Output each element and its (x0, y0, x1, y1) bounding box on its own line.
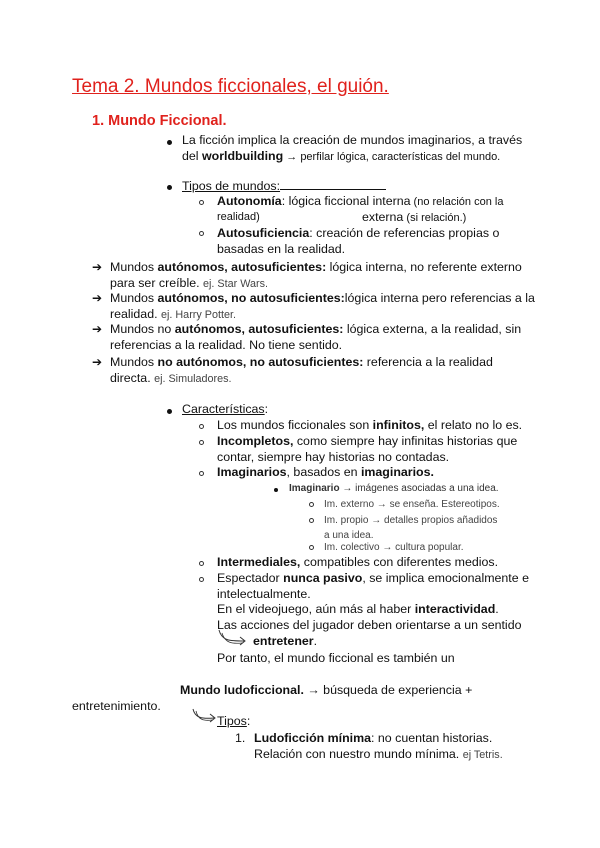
externa-line: externa (si relación.) (362, 210, 467, 224)
arrow-item-4: Mundos no autónomos, no autosuficientes: referencia a la realidad (110, 355, 493, 369)
arrow-item-4-l2: directa. ej. Simuladores. (110, 371, 232, 385)
circle-bullet (199, 440, 204, 445)
ludo-num-1: 1. (235, 731, 246, 745)
circle-bullet (309, 502, 314, 507)
arrow-item-3: Mundos no autónomos, autosuficientes: lógica externa, a la realidad, sin (110, 322, 522, 336)
arrow-icon: ➔ (92, 291, 103, 305)
ludo-line2: entretenimiento. (72, 699, 161, 713)
autonomia-line: Autonomía: lógica ficcional interna (no relación con la (217, 194, 504, 208)
caract-item-3: Imaginarios, basados en imaginarios. (217, 465, 434, 479)
circle-bullet (199, 561, 204, 566)
page-title: Tema 2. Mundos ficcionales, el guión. (72, 76, 389, 97)
caract-item-5: Espectador nunca pasivo, se implica emocionalmente e (217, 571, 529, 585)
sub-item-1: Im. externo → se enseña. Estereotipos. (324, 499, 500, 510)
ludo-tipos: Tipos: (217, 714, 251, 728)
circle-bullet (199, 577, 204, 582)
caract-item-2-l2: contar, siempre hay historias no contadas. (217, 450, 450, 464)
bullet-dot (167, 140, 172, 145)
arrow-item-2-l2: realidad. ej. Harry Potter. (110, 307, 236, 321)
square-bullet (274, 488, 278, 492)
circle-bullet (309, 545, 314, 550)
arrow-item-3-l2: referencias a la realidad. No tiene sentido. (110, 338, 343, 352)
section-label: Mundo Ficcional. (108, 113, 227, 129)
caract-item-5-l3: En el videojuego, aún más al haber interactividad. (217, 602, 499, 616)
sub-item-2-l2: a una idea. (324, 530, 374, 541)
caract-item-5-l5: entretener. (253, 634, 318, 648)
bullet-dot (167, 185, 172, 190)
sub-item-2: Im. propio → detalles propios añadidos (324, 515, 498, 526)
ludo-item-1-l2: Relación con nuestro mundo mínima. ej Tetris. (254, 747, 503, 761)
section-number: 1. (92, 113, 105, 129)
sub-item-3: Im. colectivo → cultura popular. (324, 542, 464, 553)
intro-line1: La ficción implica la creación de mundos imaginarios, a través (182, 133, 523, 147)
circle-bullet (199, 471, 204, 476)
circle-bullet (199, 424, 204, 429)
tipos-heading: Tipos de mundos: (182, 178, 386, 194)
intro-line2: del worldbuilding → perfilar lógica, características del mundo. (182, 149, 501, 163)
caract-item-5-l4: Las acciones del jugador deben orientarse a un sentido (217, 618, 522, 632)
arrow-icon: ➔ (92, 355, 103, 369)
arrow-item-2: Mundos autónomos, no autosuficientes:lógica interna pero referencias a la (110, 291, 535, 305)
caract-item-1: Los mundos ficcionales son infinitos, el relato no lo es. (217, 418, 523, 432)
caract-heading: Características: (182, 402, 269, 416)
circle-bullet (199, 200, 204, 205)
bullet-dot (167, 409, 172, 414)
caract-item-5-l2: intelectualmente. (217, 587, 311, 601)
autosuf-line2: basadas en la realidad. (217, 242, 346, 256)
arrow-icon: ➔ (92, 322, 103, 336)
arrow-icon: ➔ (92, 260, 103, 274)
caract-item-4: Intermediales, compatibles con diferentes medios. (217, 555, 499, 569)
autonomia-line2: realidad) (217, 211, 260, 223)
curved-arrow-icon (190, 706, 220, 726)
curved-arrow-icon (216, 627, 250, 649)
arrow-item-1-l2: para ser creíble. ej. Star Wars. (110, 276, 268, 290)
autosuf-line: Autosuficiencia: creación de referencias propias o (217, 226, 500, 240)
circle-bullet (199, 231, 204, 236)
caract-item-5-l6: Por tanto, el mundo ficcional es también un (217, 651, 455, 665)
section-heading (92, 113, 227, 129)
imaginario-line: Imaginario → imágenes asociadas a una idea. (289, 483, 499, 494)
circle-bullet (309, 518, 314, 523)
caract-item-2: Incompletos, como siempre hay infinitas historias que (217, 434, 518, 448)
ludo-line: Mundo ludoficcional. → búsqueda de experiencia + (180, 683, 473, 697)
arrow-item-1: Mundos autónomos, autosuficientes: lógica interna, no referente externo (110, 260, 522, 274)
ludo-item-1: Ludoficción mínima: no cuentan historias. (254, 731, 493, 745)
